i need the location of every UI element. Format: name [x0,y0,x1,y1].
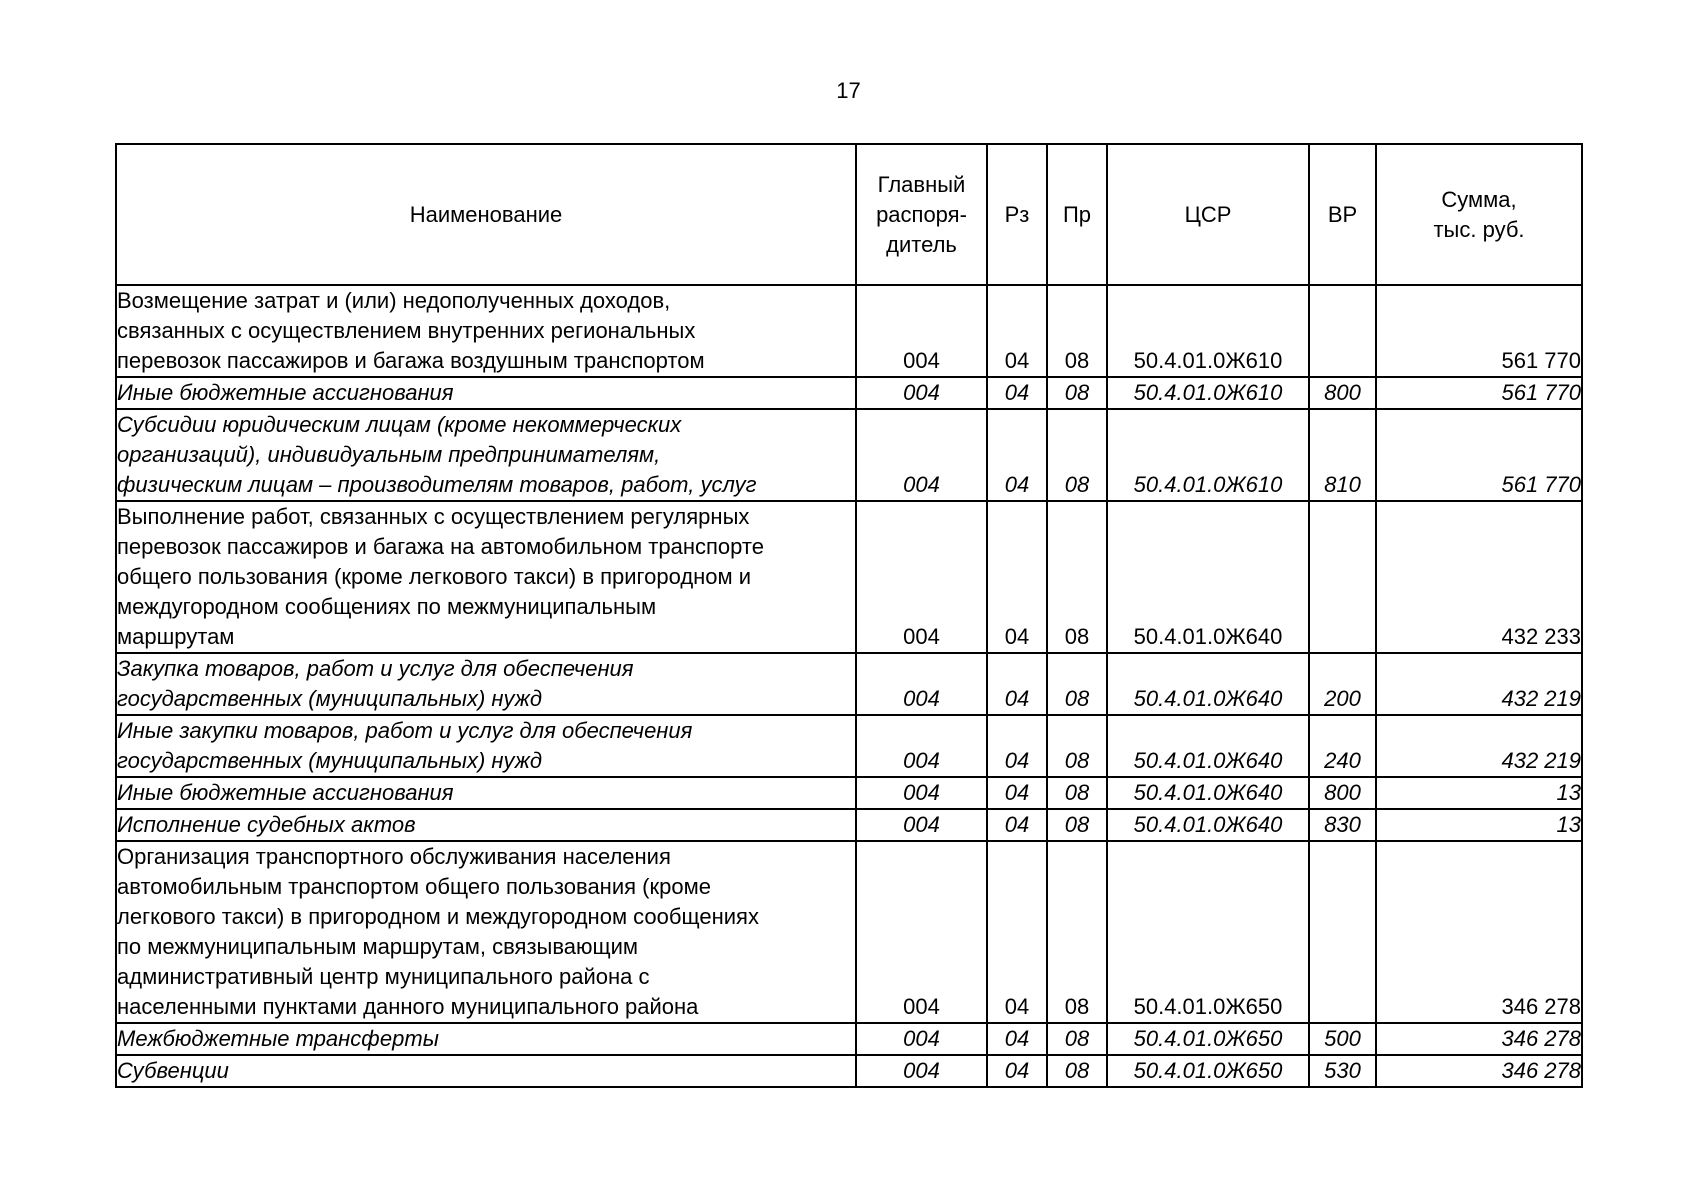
cell-name-line: Закупка товаров, работ и услуг для обеспечения [117,656,634,681]
cell-csr: 50.4.01.0Ж640 [1107,715,1309,777]
header-pr: Пр [1047,144,1107,285]
header-name: Наименование [116,144,856,285]
cell-name [116,285,856,377]
cell-rz: 04 [987,377,1047,409]
cell-vr: 200 [1309,653,1376,715]
cell-vr: 830 [1309,809,1376,841]
cell-manager: 004 [856,777,987,809]
cell-name-line: Межбюджетные трансферты [117,1026,439,1051]
cell-rz: 04 [987,285,1047,377]
cell-name-line: по межмуниципальным маршрутам, связывающим [117,934,639,959]
cell-rz: 04 [987,777,1047,809]
cell-csr: 50.4.01.0Ж610 [1107,409,1309,501]
cell-name-line: Субсидии юридическим лицам (кроме некоммерческих [117,412,682,437]
header-vr: ВР [1309,144,1376,285]
cell-name-line: Субвенции [117,1058,229,1083]
cell-sum: 432 233 [1376,501,1582,653]
cell-name [116,377,856,409]
cell-vr: 500 [1309,1023,1376,1055]
cell-sum: 432 219 [1376,653,1582,715]
cell-pr: 08 [1047,1055,1107,1087]
table-header-row [116,144,1582,285]
cell-name-line: государственных (муниципальных) нужд [117,748,543,773]
cell-name [116,409,856,501]
cell-manager: 004 [856,1023,987,1055]
cell-csr: 50.4.01.0Ж640 [1107,777,1309,809]
cell-sum: 561 770 [1376,377,1582,409]
cell-csr: 50.4.01.0Ж610 [1107,285,1309,377]
page-number: 17 [836,78,861,103]
table-row [116,285,1582,377]
cell-manager: 004 [856,501,987,653]
cell-name [116,501,856,653]
cell-name-line: Возмещение затрат и (или) недополученных доходов, [117,288,671,313]
cell-name-line: Выполнение работ, связанных с осуществлением регулярных [117,504,750,529]
header-sum [1376,144,1582,285]
cell-name [116,809,856,841]
cell-name-line: связанных с осуществлением внутренних региональных [117,318,696,343]
header-manager-line: распоря- [876,201,967,227]
cell-rz: 04 [987,715,1047,777]
cell-vr [1309,501,1376,653]
cell-name [116,715,856,777]
cell-manager: 004 [856,285,987,377]
cell-pr: 08 [1047,777,1107,809]
cell-sum: 346 278 [1376,1055,1582,1087]
cell-vr [1309,285,1376,377]
cell-name [116,1023,856,1055]
cell-name-line: Иные бюджетные ассигнования [117,380,454,405]
cell-rz: 04 [987,809,1047,841]
cell-manager: 004 [856,409,987,501]
cell-rz: 04 [987,501,1047,653]
cell-sum: 346 278 [1376,1023,1582,1055]
cell-rz: 04 [987,1023,1047,1055]
cell-name-line: населенными пунктами данного муниципального района [117,994,699,1019]
cell-name-line: Иные бюджетные ассигнования [117,780,454,805]
cell-sum: 346 278 [1376,841,1582,1023]
cell-vr: 810 [1309,409,1376,501]
cell-name-line: перевозок пассажиров и багажа воздушным транспортом [117,348,705,373]
cell-rz: 04 [987,653,1047,715]
cell-pr: 08 [1047,1023,1107,1055]
cell-name-line: междугородном сообщениях по межмуниципальным [117,594,657,619]
table-row [116,715,1582,777]
cell-pr: 08 [1047,809,1107,841]
header-manager-line: дитель [886,231,957,257]
cell-name [116,653,856,715]
cell-sum: 561 770 [1376,409,1582,501]
cell-name-line: легкового такси) в пригородном и междугородном сообщениях [117,904,759,929]
cell-manager: 004 [856,1055,987,1087]
cell-manager: 004 [856,841,987,1023]
cell-csr: 50.4.01.0Ж650 [1107,841,1309,1023]
table-body [116,285,1582,1087]
table-row [116,809,1582,841]
cell-rz: 04 [987,409,1047,501]
cell-vr: 800 [1309,377,1376,409]
cell-sum: 432 219 [1376,715,1582,777]
cell-name-line: автомобильным транспортом общего пользования (кроме [117,874,711,899]
cell-vr: 530 [1309,1055,1376,1087]
cell-csr: 50.4.01.0Ж640 [1107,501,1309,653]
cell-pr: 08 [1047,409,1107,501]
header-csr: ЦСР [1107,144,1309,285]
header-sum-line: Сумма, [1441,186,1517,212]
table-row [116,1055,1582,1087]
cell-name [116,777,856,809]
cell-vr: 240 [1309,715,1376,777]
table-row [116,409,1582,501]
cell-pr: 08 [1047,501,1107,653]
cell-name-line: маршрутам [117,624,235,649]
table-row [116,653,1582,715]
cell-pr: 08 [1047,377,1107,409]
cell-vr: 800 [1309,777,1376,809]
cell-csr: 50.4.01.0Ж640 [1107,653,1309,715]
cell-name-line: Исполнение судебных актов [117,812,416,837]
cell-name [116,841,856,1023]
cell-sum: 561 770 [1376,285,1582,377]
budget-table [115,143,1583,1088]
cell-csr: 50.4.01.0Ж640 [1107,809,1309,841]
cell-name-line: государственных (муниципальных) нужд [117,686,543,711]
cell-name-line: физическим лицам – производителям товаров, работ, услуг [117,472,757,497]
table-row [116,1023,1582,1055]
cell-name-line: Организация транспортного обслуживания населения [117,844,671,869]
cell-rz: 04 [987,841,1047,1023]
cell-rz: 04 [987,1055,1047,1087]
cell-vr [1309,841,1376,1023]
cell-name-line: перевозок пассажиров и багажа на автомобильном транспорте [117,534,764,559]
cell-manager: 004 [856,653,987,715]
cell-name-line: организаций), индивидуальным предпринимателям, [117,442,661,467]
cell-sum: 13 [1376,809,1582,841]
cell-name-line: Иные закупки товаров, работ и услуг для обеспечения [117,718,693,743]
table-row [116,777,1582,809]
table-row [116,501,1582,653]
cell-pr: 08 [1047,715,1107,777]
cell-csr: 50.4.01.0Ж650 [1107,1055,1309,1087]
table-row [116,841,1582,1023]
cell-pr: 08 [1047,285,1107,377]
cell-manager: 004 [856,377,987,409]
header-manager [856,144,987,285]
header-rz: Рз [987,144,1047,285]
cell-csr: 50.4.01.0Ж610 [1107,377,1309,409]
cell-name-line: общего пользования (кроме легкового такси) в пригородном и [117,564,752,589]
header-sum-line: тыс. руб. [1433,216,1525,242]
cell-name-line: административный центр муниципального района с [117,964,650,989]
cell-manager: 004 [856,809,987,841]
cell-manager: 004 [856,715,987,777]
cell-name [116,1055,856,1087]
cell-sum: 13 [1376,777,1582,809]
header-manager-line: Главный [877,171,966,197]
cell-pr: 08 [1047,841,1107,1023]
table-row [116,377,1582,409]
cell-csr: 50.4.01.0Ж650 [1107,1023,1309,1055]
cell-pr: 08 [1047,653,1107,715]
